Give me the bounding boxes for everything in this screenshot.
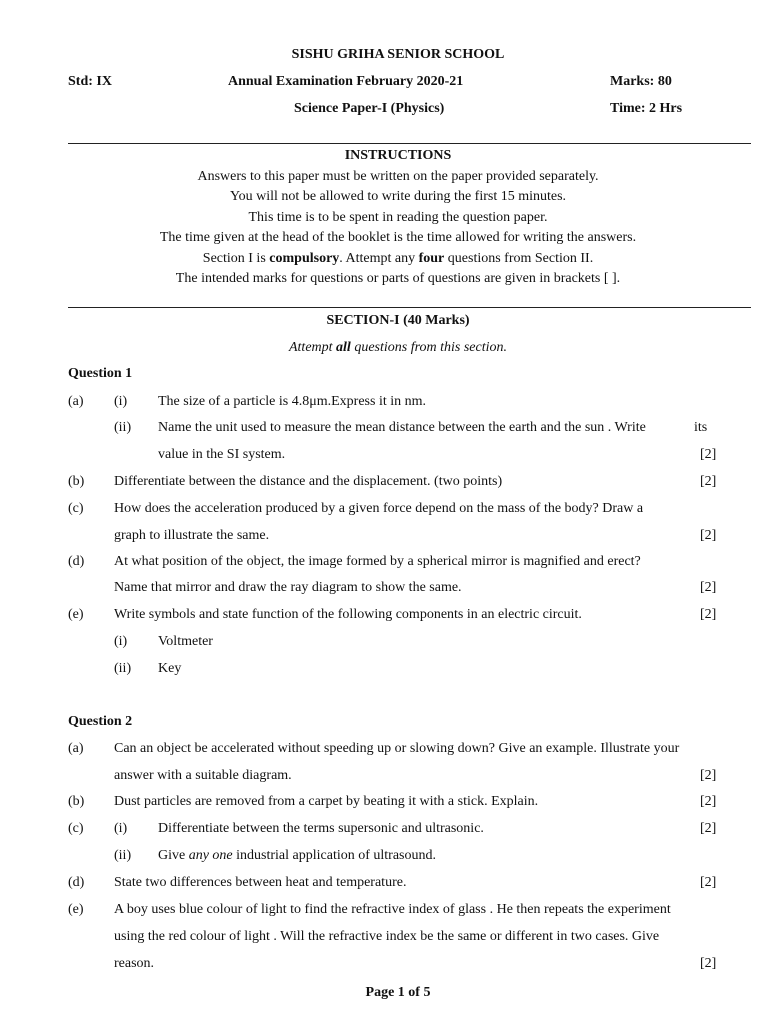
question-title: Question 2 [68,714,133,729]
subpart-label: (i) [114,634,128,649]
marks-bracket: [2] [700,474,717,489]
question-text: graph to illustrate the same. [114,528,270,543]
page-number: Page 1 of 5 [365,985,431,1000]
question-text: reason. [114,956,155,971]
question-text: value in the SI system. [158,447,286,462]
marks-bracket: [2] [700,794,717,809]
instruction-line: Answers to this paper must be written on the paper provided separately. [197,169,599,184]
exam-title: Annual Examination February 2020-21 [228,74,464,89]
instruction-line: The time given at the head of the booklet is the time allowed for writing the answers. [159,230,637,245]
question-text: its [694,420,708,435]
question-text: At what position of the object, the image formed by a spherical mirror is magnified and erect? [114,554,641,569]
part-label: (a) [68,394,84,409]
marks-bracket: [2] [700,528,717,543]
instructions-title: INSTRUCTIONS [344,148,452,163]
part-label: (a) [68,741,84,756]
subpart-label: (ii) [114,848,132,863]
subpart-label: (i) [114,821,128,836]
section-title: SECTION-I (40 Marks) [326,313,470,328]
subpart-label: (ii) [114,420,132,435]
instruction-line: The intended marks for questions or parts of questions are given in brackets [ ]. [175,271,621,286]
part-label: (d) [68,875,85,890]
question-text: Name the unit used to measure the mean distance between the earth and the sun . Write [158,420,646,435]
question-text: Voltmeter [158,634,213,649]
header-divider [68,143,751,144]
marks-label: Marks: 80 [610,74,672,89]
question-text: A boy uses blue colour of light to find the refractive index of glass . He then repeats the experiment [114,902,671,917]
marks-bracket: [2] [700,956,717,971]
question-text: answer with a suitable diagram. [114,768,292,783]
question-text: Can an object be accelerated without speeding up or slowing down? Give an example. Illustrate your [114,741,680,756]
time-label: Time: 2 Hrs [610,101,683,116]
part-label: (e) [68,902,84,917]
part-label: (e) [68,607,84,622]
instruction-line: This time is to be spent in reading the question paper. [248,210,548,225]
instruction-line: Section I is compulsory. Attempt any four questions from Section II. [202,251,594,266]
marks-bracket: [2] [700,580,717,595]
question-title: Question 1 [68,366,133,381]
marks-bracket: [2] [700,768,717,783]
instruction-line: You will not be allowed to write during the first 15 minutes. [229,189,567,204]
marks-bracket: [2] [700,875,717,890]
question-text: Give any one industrial application of ultrasound. [158,848,437,863]
question-text: Dust particles are removed from a carpet by beating it with a stick. Explain. [114,794,539,809]
subpart-label: (ii) [114,661,132,676]
question-text: State two differences between heat and temperature. [114,875,407,890]
marks-bracket: [2] [700,447,717,462]
part-label: (c) [68,501,84,516]
question-text: Differentiate between the terms supersonic and ultrasonic. [158,821,484,836]
question-text: How does the acceleration produced by a given force depend on the mass of the body? Draw a [114,501,644,516]
section-subtitle: Attempt all questions from this section. [288,340,508,355]
part-label: (c) [68,821,84,836]
instructions-divider [68,307,751,308]
std-label: Std: IX [68,74,112,89]
part-label: (b) [68,474,85,489]
question-text: using the red colour of light . Will the refractive index be the same or different in two cases. Give [114,929,660,944]
subpart-label: (i) [114,394,128,409]
marks-bracket: [2] [700,821,717,836]
part-label: (d) [68,554,85,569]
school-name: SISHU GRIHA SENIOR SCHOOL [291,47,505,62]
question-text: Key [158,661,182,676]
question-text: The size of a particle is 4.8μm.Express it in nm. [158,394,426,409]
question-text: Differentiate between the distance and the displacement. (two points) [114,474,503,489]
marks-bracket: [2] [700,607,717,622]
question-text: Write symbols and state function of the following components in an electric circuit. [114,607,582,622]
paper-title: Science Paper-I (Physics) [294,101,445,116]
question-text: Name that mirror and draw the ray diagram to show the same. [114,580,462,595]
part-label: (b) [68,794,85,809]
